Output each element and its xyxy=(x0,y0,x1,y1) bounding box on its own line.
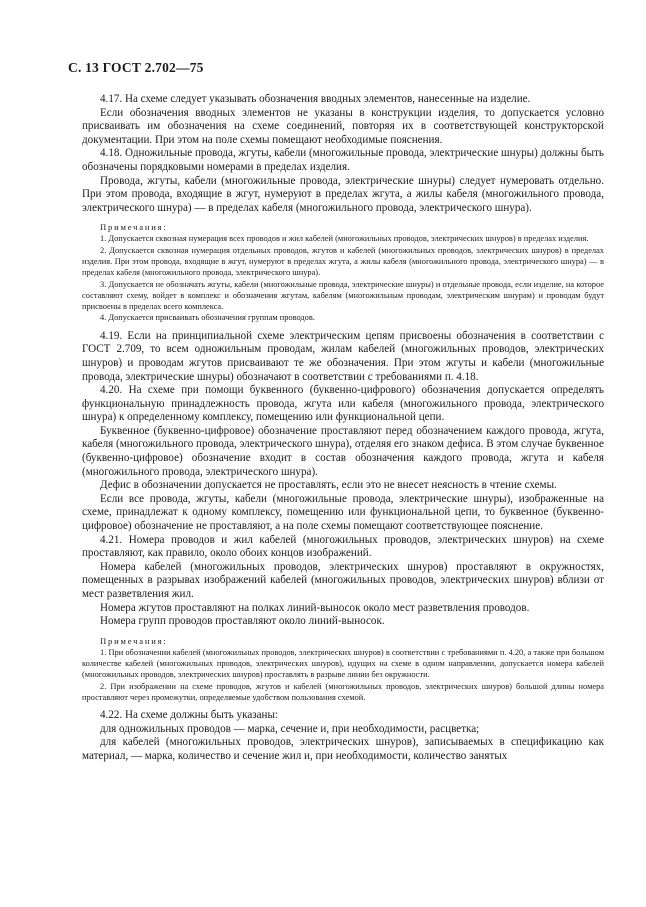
paragraph: Дефис в обозначении допускается не проставлять, если это не внесет неясность в чтение схемы. xyxy=(100,479,557,492)
paragraph: 4.19. Если на принципиальной схеме электрическим цепям присвоены обозначения в соответствии с ГОСТ 2.709, то всем одножильным проводам, жилам кабелей (многожильных проводов, электрических шнуров) и проводам жгутов присваивают те же обозначения. При этом жгуты и кабели (многожильные провода, электрические шнуры) обозначают в соответствии с требованиями п. 4.18. xyxy=(82,329,604,383)
paragraph: Буквенное (буквенно-цифровое) обозначение проставляют перед обозначением каждого провода, жгута, кабеля (многожильного провода, электрического шнура), отделяя его знаком дефиса. В этом случае буквенное (буквенно-цифровое) обозначение входит в состав обозначения каждого провода, жгута и кабеля (многожильного провода, электрического шнура). xyxy=(82,424,604,478)
paragraph: для кабелей (многожильных проводов, электрических шнуров), записываемых в спецификацию как материал, — марка, количество и сечение жил и, при необходимости, количество занятых xyxy=(82,736,604,763)
paragraph: Провода, жгуты, кабели (многожильные провода, электрические шнуры) следует нумеровать отдельно. При этом провода, входящие в жгут, нумеруют в пределах жгута, а жилы кабеля (многожильного провода, электрического шнура) — в пределах кабеля (многожильного провода, электрического шнура). xyxy=(82,174,604,214)
paragraph: 4.20. На схеме при помощи буквенного (буквенно-цифрового) обозначения допускается определять функциональную принадлежность провода, жгута или кабеля (многожильного провода, электрического шнура) к определенному комплексу, помещению или функциональной цепи. xyxy=(82,384,604,424)
notes-heading: Примечания: xyxy=(100,635,168,646)
notes-heading: Примечания: xyxy=(100,222,168,233)
paragraph: 4.21. Номера проводов и жил кабелей (многожильных проводов, электрических шнуров) на схеме проставляют, как правило, около обоих концов изображений. xyxy=(82,533,604,560)
note-item: 1. При обозначении кабелей (многожильных проводов, электрических шнуров) в соответствии с требованиями п. 4.20, а также при большом количестве кабелей (многожильных проводов, электрических шнуров), идущих на схеме в одном направлении, допускается номера кабелей (многожильных проводов, электрических шнуров) проставлять в разрыве линии без окружности. xyxy=(82,647,604,680)
paragraph: 4.17. На схеме следует указывать обозначения вводных элементов, нанесенные на изделие. xyxy=(100,93,531,105)
paragraph: Номера жгутов проставляют на полках линий-выносок около мест разветвления проводов. xyxy=(100,601,530,614)
paragraph: Если обозначения вводных элементов не указаны в конструкции изделия, то допускается условно присваивать им обозначения на схеме соединений, повторяя их в соответствующей конструкторской документации. При этом на поле схемы помещают необходимые пояснения. xyxy=(82,106,604,146)
note-item: 1. Допускается сквозная нумерация всех проводов и жил кабелей (многожильных проводов, электрических шнуров) в пределах изделия. xyxy=(100,234,589,244)
note-item: 2. Допускается сквозная нумерация отдельных проводов, жгутов и кабелей (многожильных проводов, электрических шнуров) в пределах изделия. При этом провода, входящие в жгут, нумеруют в пределах жгута, а жилы кабеля (многожильного провода, электрического шнура) — в пределах кабеля (многожильного провода, электрического шнура). xyxy=(82,245,604,278)
paragraph: Если все провода, жгуты, кабели (многожильные провода, электрические шнуры), изображенные на схеме, принадлежат к одному комплексу, помещению или функциональной цепи, то буквенное (буквенно-цифровое) обозначение не проставляют, а на поле схемы помещают соответствующее пояснение. xyxy=(82,492,604,533)
paragraph: Номера групп проводов проставляют около линий-выносок. xyxy=(100,615,385,628)
note-item: 2. При изображении на схеме проводов, жгутов и кабелей (многожильных проводов, электрических шнуров) большой длины номера проставляют через промежутки, определяемые удобством пользования схемой. xyxy=(82,681,604,702)
note-item: 3. Допускается не обозначать жгуты, кабели (многожильные провода, электрические шнуры) и отдельные провода, если изделие, на которое составляют схему, войдет в комплекс и обозначения жгутам, кабелям (многожильным проводам, электрическим шнурам) и проводам будут присвоены в пределах всего комплекса. xyxy=(82,279,604,312)
document-body xyxy=(82,93,604,764)
paragraph: Номера кабелей (многожильных проводов, электрических шнуров) проставляют в окружностях, помещенных в разрывах изображений кабелей (многожильных проводов, электрических шнуров) вблизи от мест разветвления жил. xyxy=(82,560,604,600)
page-header: С. 13 ГОСТ 2.702—75 xyxy=(68,60,204,75)
note-item: 4. Допускается присваивать обозначения группам проводов. xyxy=(100,313,315,323)
paragraph: 4.18. Одножильные провода, жгуты, кабели (многожильные провода, электрические шнуры) должны быть обозначены порядковыми номерами в пределах изделия. xyxy=(82,147,604,173)
paragraph: для одножильных проводов — марка, сечение и, при необходимости, расцветка; xyxy=(100,722,480,735)
paragraph: 4.22. На схеме должны быть указаны: xyxy=(100,709,279,722)
